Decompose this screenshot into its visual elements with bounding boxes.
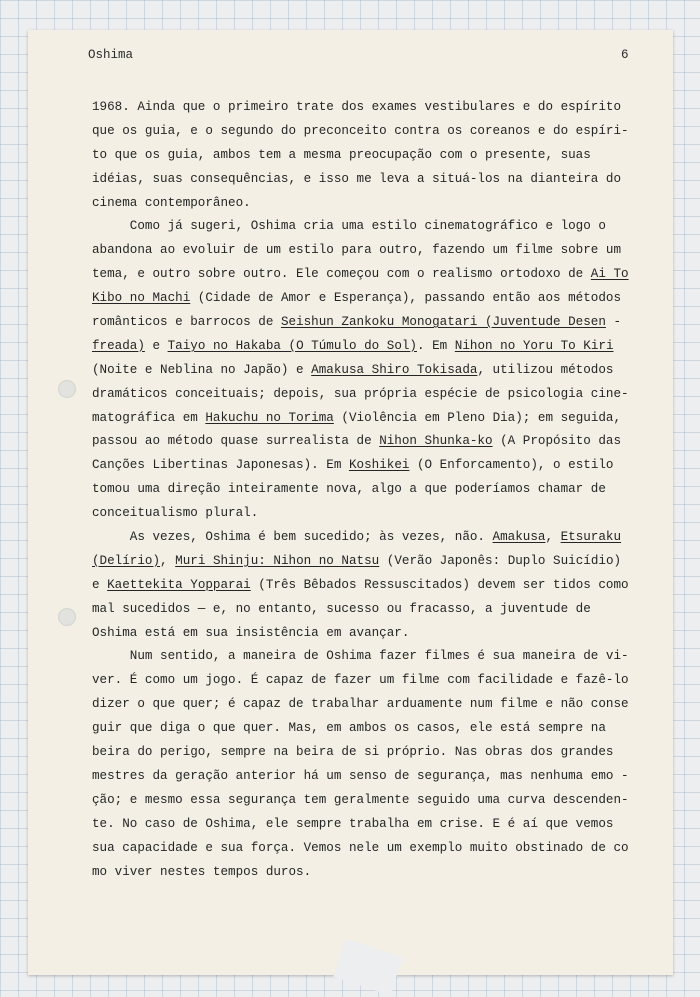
- page-number: 6: [621, 48, 629, 62]
- text-line: [92, 335, 640, 359]
- text-segment: sua capacidade e sua força. Vemos nele um exemplo muito obstinado de co: [92, 840, 629, 855]
- text-segment: ,: [160, 553, 176, 568]
- text-segment: idéias, suas consequências, e isso me leva a situá-los na dianteira do: [92, 171, 622, 186]
- text-line: [92, 789, 640, 813]
- text-segment: românticos e barrocos de: [92, 315, 281, 330]
- text-segment: guir que diga o que quer. Mas, em ambos os casos, ele está sempre na: [92, 721, 606, 736]
- film-title: Nihon Shunka-ko: [379, 434, 493, 449]
- text-segment: (A Propósito das: [492, 434, 622, 449]
- film-title: Amakusa Shiro Tokisada: [311, 362, 478, 377]
- text-line: [92, 526, 640, 550]
- text-line: [92, 502, 640, 526]
- film-title: Nihon no Yoru To Kiri: [454, 338, 614, 353]
- body-text: [92, 96, 640, 884]
- text-line: [92, 311, 640, 335]
- film-title: Taiyo no Hakaba (O Túmulo do Sol): [167, 338, 417, 353]
- text-segment: beira do perigo, sempre na beira de si próprio. Nas obras dos grandes: [92, 745, 614, 760]
- text-line: [92, 407, 640, 431]
- film-title: Kibo no Machi: [92, 291, 191, 306]
- text-segment: 1968. Ainda que o primeiro trate dos exames vestibulares e do espírito: [92, 100, 622, 114]
- text-line: [92, 861, 640, 885]
- text-segment: mal sucedidos — e, no entanto, sucesso ou fracasso, a juventude de: [92, 601, 591, 616]
- text-segment: to que os guia, ambos tem a mesma preocupação com o presente, suas: [92, 147, 591, 162]
- text-segment: ção; e mesmo essa segurança tem geralmente seguido uma curva descenden-: [92, 792, 629, 807]
- film-title: Seishun Zankoku Monogatari (Juventude Desen: [280, 315, 606, 330]
- text-line: [92, 741, 640, 765]
- text-segment: dizer o que quer; é capaz de trabalhar arduamente num filme e não conse: [92, 697, 629, 712]
- film-title: freada): [92, 338, 145, 353]
- text-segment: . Em: [417, 338, 455, 353]
- text-line: [92, 144, 640, 168]
- text-line: [92, 837, 640, 861]
- text-segment: (Violência em Pleno Dia); em seguida,: [333, 410, 622, 425]
- text-segment: (Verão Japonês: Duplo Suicídio): [379, 553, 622, 568]
- text-line: [92, 717, 640, 741]
- text-segment: mestres da geração anterior há um senso de segurança, mas nenhuma emo -: [92, 768, 629, 783]
- text-segment: mo viver nestes tempos duros.: [92, 864, 312, 879]
- film-title: Etsuraku: [560, 530, 622, 545]
- punch-hole: [58, 380, 76, 398]
- text-line: [92, 192, 640, 216]
- text-segment: tomou uma direção inteiramente nova, algo a que poderíamos chamar de: [92, 482, 606, 497]
- text-segment: que os guia, e o segundo do preconceito contra os coreanos e do espíri-: [92, 123, 629, 138]
- text-segment: cinema contemporâneo.: [92, 195, 251, 210]
- text-segment: (Noite e Neblina no Japão) e: [92, 362, 312, 377]
- text-segment: e: [92, 577, 108, 592]
- text-line: [92, 96, 640, 120]
- text-segment: matográfica em: [92, 410, 206, 425]
- text-line: [92, 598, 640, 622]
- text-segment: (Cidade de Amor e Esperança), passando então aos métodos: [190, 291, 622, 306]
- text-line: [92, 478, 640, 502]
- text-line: [92, 813, 640, 837]
- text-line: [92, 359, 640, 383]
- text-segment: Num sentido, a maneira de Oshima fazer filmes é sua maneira de vi-: [92, 649, 629, 664]
- film-title: Koshikei: [348, 458, 410, 473]
- text-segment: ver. É como um jogo. É capaz de fazer um filme com facilidade e fazê-lo: [92, 673, 629, 688]
- text-line: [92, 622, 640, 646]
- text-segment: te. No caso de Oshima, ele sempre trabalha em crise. E é aí que vemos: [92, 816, 614, 831]
- text-line: [92, 574, 640, 598]
- film-title: Kaettekita Yopparai: [107, 577, 251, 592]
- text-segment: -: [605, 315, 622, 330]
- text-segment: abandona ao evoluir de um estilo para outro, fazendo um filme sobre um: [92, 243, 622, 258]
- text-line: [92, 669, 640, 693]
- text-line: [92, 765, 640, 789]
- text-segment: , utilizou métodos: [477, 362, 614, 377]
- text-segment: (O Enforcamento), o estilo: [409, 458, 614, 473]
- text-segment: passou ao método quase surrealista de: [92, 434, 380, 449]
- text-line: [92, 383, 640, 407]
- film-title: (Delírio): [92, 553, 161, 568]
- text-line: [92, 693, 640, 717]
- text-segment: Canções Libertinas Japonesas). Em: [92, 458, 349, 473]
- text-segment: e: [144, 338, 168, 353]
- film-title: Ai To: [590, 267, 629, 282]
- punch-hole: [58, 608, 76, 626]
- text-line: [92, 550, 640, 574]
- text-line: [92, 120, 640, 144]
- text-line: [92, 215, 640, 239]
- text-segment: As vezes, Oshima é bem sucedido; às vezes, não.: [92, 530, 493, 545]
- text-line: [92, 430, 640, 454]
- film-title: Muri Shinju: Nihon no Natsu: [175, 553, 380, 568]
- text-segment: dramáticos conceituais; depois, sua própria espécie de psicologia cine-: [92, 386, 629, 401]
- text-line: [92, 239, 640, 263]
- text-line: [92, 263, 640, 287]
- text-segment: Como já sugeri, Oshima cria uma estilo cinematográfico e logo o: [92, 219, 606, 234]
- text-segment: tema, e outro sobre outro. Ele começou com o realismo ortodoxo de: [92, 267, 591, 282]
- text-line: [92, 454, 640, 478]
- text-segment: conceitualismo plural.: [92, 506, 259, 521]
- film-title: Amakusa: [492, 530, 546, 545]
- text-line: [92, 645, 640, 669]
- text-segment: ,: [545, 530, 561, 545]
- film-title: Hakuchu no Torima: [205, 410, 334, 425]
- running-header: Oshima: [88, 48, 134, 62]
- text-segment: (Três Bêbados Ressuscitados) devem ser tidos como: [250, 577, 629, 592]
- text-segment: Oshima está em sua insistência em avançar.: [92, 625, 410, 640]
- text-line: [92, 287, 640, 311]
- text-line: [92, 168, 640, 192]
